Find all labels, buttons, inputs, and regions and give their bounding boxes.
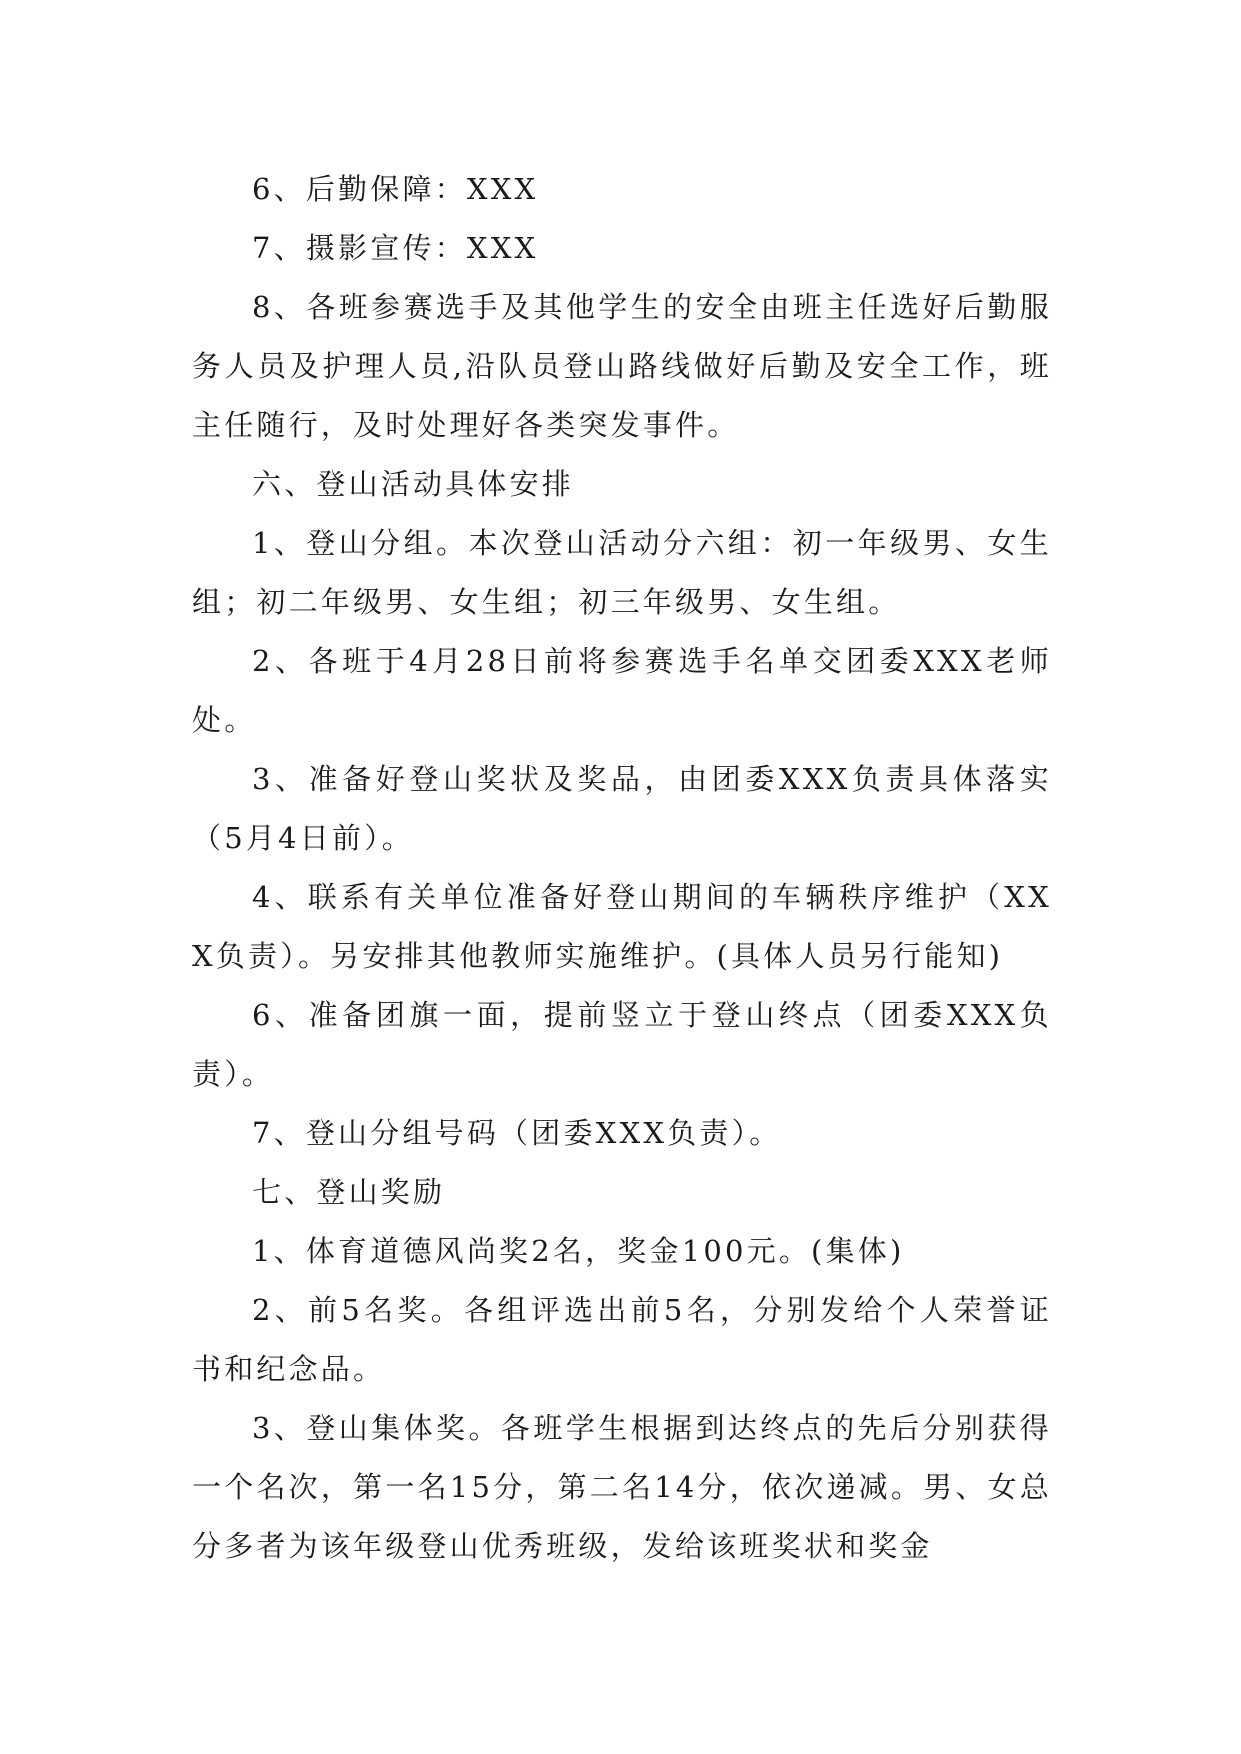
item-grouping: 1、登山分组。本次登山活动分六组：初一年级男、女生组；初二年级男、女生组；初三年级男、女生组。	[192, 526, 1052, 619]
item-roster: 2、各班于4月28日前将参赛选手名单交团委XXX老师处。	[192, 644, 1052, 737]
item-top-five: 2、前5名奖。各组评选出前5名，分别发给个人荣誉证书和纪念品。	[192, 1293, 1052, 1386]
item-flag: 6、准备团旗一面，提前竖立于登山终点（团委XXX负责）。	[192, 998, 1052, 1091]
item-team-award: 3、登山集体奖。各班学生根据到达终点的先后分别获得一个名次，第一名15分，第二名14分，依次递减。男、女总分多者为该年级登山优秀班级，发给该班奖状和奖金	[192, 1411, 1052, 1563]
item-traffic: 4、联系有关单位准备好登山期间的车辆秩序维护（XXX负责）。另安排其他教师实施维护。(具体人员另行能知)	[192, 880, 1052, 973]
item-sportsmanship: 1、体育道德风尚奖2名，奖金100元。(集体)	[252, 1234, 905, 1268]
section-heading-arrangements: 六、登山活动具体安排	[252, 467, 575, 501]
document-body	[192, 160, 1052, 1576]
item-logistics: 6、后勤保障：XXX	[252, 172, 539, 206]
item-safety: 8、各班参赛选手及其他学生的安全由班主任选好后勤服务人员及护理人员,沿队员登山路线做好后勤及安全工作，班主任随行，及时处理好各类突发事件。	[192, 290, 1052, 442]
section-heading-rewards: 七、登山奖励	[252, 1175, 446, 1209]
item-photography: 7、摄影宣传：XXX	[252, 231, 539, 265]
item-awards-prep: 3、准备好登山奖状及奖品，由团委XXX负责具体落实（5月4日前）。	[192, 762, 1052, 855]
item-numbers: 7、登山分组号码（团委XXX负责）。	[252, 1116, 782, 1150]
